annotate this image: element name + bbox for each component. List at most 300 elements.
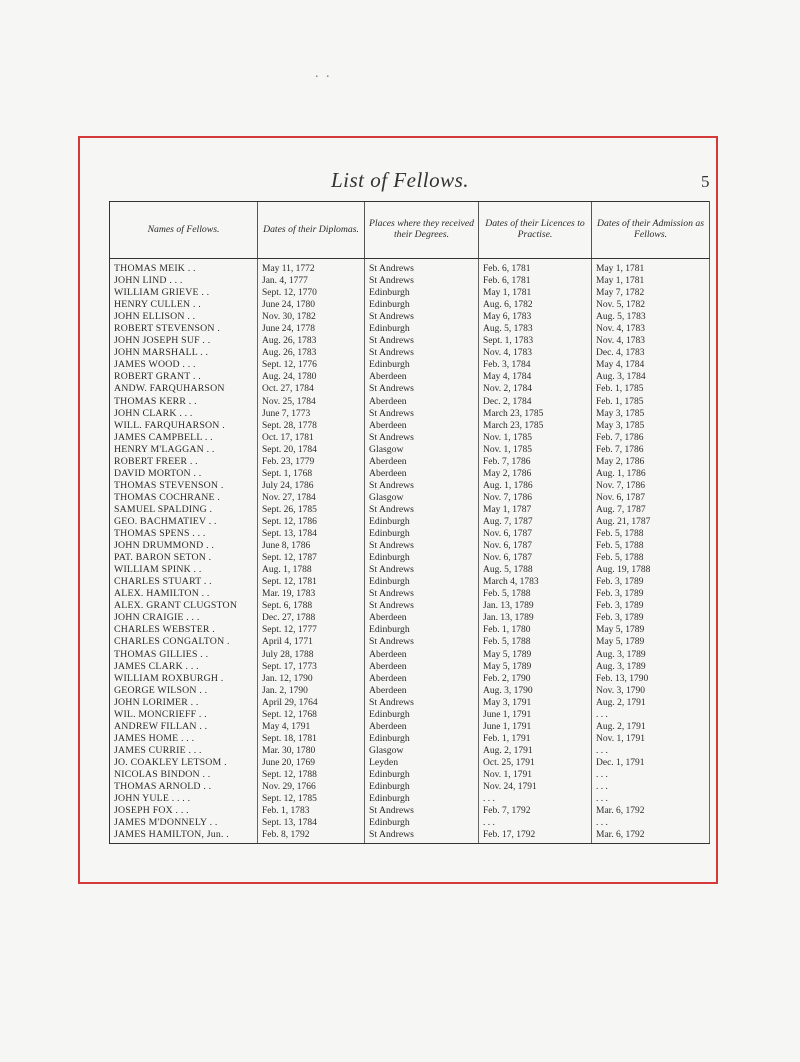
cell-admission-date: Nov. 4, 1783 — [592, 323, 710, 335]
cell-name: CHARLES CONGALTON . — [110, 636, 258, 648]
cell-licence-date: March 23, 1785 — [479, 420, 592, 432]
cell-licence-date: May 1, 1787 — [479, 504, 592, 516]
cell-degree-place: Edinburgh — [365, 793, 479, 805]
table-row — [110, 383, 710, 395]
cell-name: JAMES M'DONNELY . . — [110, 817, 258, 829]
cell-licence-date: Feb. 7, 1786 — [479, 456, 592, 468]
cell-licence-date: Nov. 1, 1785 — [479, 444, 592, 456]
cell-name: JAMES HOME . . . — [110, 733, 258, 745]
cell-degree-place: Aberdeen — [365, 685, 479, 697]
cell-degree-place: Edinburgh — [365, 516, 479, 528]
table-row — [110, 733, 710, 745]
cell-degree-place: St Andrews — [365, 480, 479, 492]
cell-diploma-date: Sept. 13, 1784 — [258, 528, 365, 540]
cell-degree-place: St Andrews — [365, 275, 479, 287]
fellows-table — [109, 201, 710, 844]
cell-licence-date: Nov. 6, 1787 — [479, 552, 592, 564]
cell-admission-date: Feb. 13, 1790 — [592, 673, 710, 685]
cell-diploma-date: Aug. 1, 1788 — [258, 564, 365, 576]
cell-licence-date: Feb. 6, 1781 — [479, 275, 592, 287]
table-header — [110, 202, 710, 259]
table-row — [110, 636, 710, 648]
cell-diploma-date: Sept. 18, 1781 — [258, 733, 365, 745]
cell-diploma-date: June 20, 1769 — [258, 757, 365, 769]
cell-licence-date: March 4, 1783 — [479, 576, 592, 588]
cell-degree-place: Edinburgh — [365, 817, 479, 829]
cell-name: THOMAS COCHRANE . — [110, 492, 258, 504]
cell-name: WILLIAM GRIEVE . . — [110, 287, 258, 299]
cell-admission-date: May 1, 1781 — [592, 275, 710, 287]
cell-name: ANDW. FARQUHARSON — [110, 383, 258, 395]
cell-name: JOHN DRUMMOND . . — [110, 540, 258, 552]
table-row — [110, 359, 710, 371]
cell-name: JOHN LORIMER . . — [110, 697, 258, 709]
cell-diploma-date: June 24, 1778 — [258, 323, 365, 335]
table-row — [110, 673, 710, 685]
table-row — [110, 661, 710, 673]
cell-admission-date: . . . — [592, 817, 710, 829]
cell-degree-place: Edinburgh — [365, 299, 479, 311]
page-title: List of Fellows. — [330, 168, 470, 192]
cell-degree-place: St Andrews — [365, 600, 479, 612]
cell-name: ALEX. HAMILTON . . — [110, 588, 258, 600]
cell-diploma-date: Feb. 23, 1779 — [258, 456, 365, 468]
cell-diploma-date: Feb. 8, 1792 — [258, 829, 365, 844]
cell-degree-place: Edinburgh — [365, 769, 479, 781]
cell-name: JOHN LIND . . . — [110, 275, 258, 287]
cell-admission-date: Dec. 1, 1791 — [592, 757, 710, 769]
cell-diploma-date: Sept. 12, 1770 — [258, 287, 365, 299]
table-row — [110, 805, 710, 817]
cell-licence-date: Feb. 1, 1791 — [479, 733, 592, 745]
header-names: Names of Fellows. — [110, 202, 258, 259]
cell-name: JAMES CURRIE . . . — [110, 745, 258, 757]
cell-admission-date: Feb. 1, 1785 — [592, 396, 710, 408]
header-degree-places: Places where they received their Degrees. — [365, 202, 479, 259]
table-row — [110, 600, 710, 612]
cell-name: THOMAS KERR . . — [110, 396, 258, 408]
cell-degree-place: Aberdeen — [365, 612, 479, 624]
cell-degree-place: Aberdeen — [365, 371, 479, 383]
cell-diploma-date: Sept. 12, 1768 — [258, 709, 365, 721]
header-licence-dates: Dates of their Licences to Practise. — [479, 202, 592, 259]
cell-admission-date: May 3, 1785 — [592, 408, 710, 420]
table-body — [110, 259, 710, 844]
table-row — [110, 781, 710, 793]
cell-diploma-date: Sept. 12, 1777 — [258, 624, 365, 636]
cell-licence-date: May 3, 1791 — [479, 697, 592, 709]
cell-degree-place: Glasgow — [365, 444, 479, 456]
cell-licence-date: May 5, 1789 — [479, 661, 592, 673]
table-row — [110, 624, 710, 636]
stray-dots: . . — [315, 66, 332, 81]
cell-name: DAVID MORTON . . — [110, 468, 258, 480]
cell-diploma-date: Sept. 6, 1788 — [258, 600, 365, 612]
table-row — [110, 420, 710, 432]
cell-name: ROBERT GRANT . . — [110, 371, 258, 383]
cell-name: WILLIAM SPINK . . — [110, 564, 258, 576]
cell-licence-date: Feb. 5, 1788 — [479, 588, 592, 600]
cell-licence-date: Jan. 13, 1789 — [479, 612, 592, 624]
cell-licence-date: May 1, 1781 — [479, 287, 592, 299]
table-row — [110, 757, 710, 769]
cell-admission-date: Aug. 1, 1786 — [592, 468, 710, 480]
cell-diploma-date: Dec. 27, 1788 — [258, 612, 365, 624]
cell-name: HENRY M'LAGGAN . . — [110, 444, 258, 456]
cell-licence-date: Aug. 3, 1790 — [479, 685, 592, 697]
cell-name: ANDREW FILLAN . . — [110, 721, 258, 733]
cell-name: THOMAS ARNOLD . . — [110, 781, 258, 793]
cell-diploma-date: April 4, 1771 — [258, 636, 365, 648]
table-row — [110, 492, 710, 504]
cell-licence-date: Oct. 25, 1791 — [479, 757, 592, 769]
cell-degree-place: Edinburgh — [365, 528, 479, 540]
cell-diploma-date: Sept. 12, 1787 — [258, 552, 365, 564]
cell-admission-date: . . . — [592, 745, 710, 757]
cell-licence-date: Feb. 3, 1784 — [479, 359, 592, 371]
cell-degree-place: Aberdeen — [365, 468, 479, 480]
cell-licence-date: May 2, 1786 — [479, 468, 592, 480]
cell-diploma-date: May 11, 1772 — [258, 259, 365, 276]
cell-name: THOMAS STEVENSON . — [110, 480, 258, 492]
cell-licence-date: May 6, 1783 — [479, 311, 592, 323]
header-row — [110, 202, 710, 259]
cell-admission-date: May 3, 1785 — [592, 420, 710, 432]
table-row — [110, 371, 710, 383]
cell-licence-date: Nov. 1, 1785 — [479, 432, 592, 444]
cell-name: CHARLES STUART . . — [110, 576, 258, 588]
cell-admission-date: Feb. 3, 1789 — [592, 576, 710, 588]
cell-degree-place: St Andrews — [365, 311, 479, 323]
cell-diploma-date: June 7, 1773 — [258, 408, 365, 420]
cell-licence-date: . . . — [479, 793, 592, 805]
cell-diploma-date: Mar. 19, 1783 — [258, 588, 365, 600]
table-row — [110, 528, 710, 540]
fellows-table-container — [109, 201, 709, 844]
cell-diploma-date: April 29, 1764 — [258, 697, 365, 709]
cell-licence-date: Sept. 1, 1783 — [479, 335, 592, 347]
cell-diploma-date: Sept. 12, 1776 — [258, 359, 365, 371]
cell-admission-date: Feb. 3, 1789 — [592, 612, 710, 624]
cell-degree-place: Aberdeen — [365, 673, 479, 685]
cell-admission-date: . . . — [592, 769, 710, 781]
cell-name: JOHN JOSEPH SUF . . — [110, 335, 258, 347]
cell-licence-date: Aug. 7, 1787 — [479, 516, 592, 528]
cell-name: JOHN YULE . . . . — [110, 793, 258, 805]
table-row — [110, 323, 710, 335]
cell-diploma-date: Sept. 26, 1785 — [258, 504, 365, 516]
cell-name: CHARLES WEBSTER . — [110, 624, 258, 636]
cell-diploma-date: May 4, 1791 — [258, 721, 365, 733]
table-row — [110, 649, 710, 661]
table-row — [110, 259, 710, 276]
cell-degree-place: Edinburgh — [365, 359, 479, 371]
cell-licence-date: Aug. 5, 1788 — [479, 564, 592, 576]
cell-diploma-date: Sept. 28, 1778 — [258, 420, 365, 432]
table-row — [110, 721, 710, 733]
cell-admission-date: Aug. 3, 1789 — [592, 649, 710, 661]
cell-admission-date: Mar. 6, 1792 — [592, 805, 710, 817]
table-row — [110, 335, 710, 347]
cell-degree-place: St Andrews — [365, 335, 479, 347]
cell-degree-place: Glasgow — [365, 745, 479, 757]
cell-name: WILLIAM ROXBURGH . — [110, 673, 258, 685]
cell-name: JOHN MARSHALL . . — [110, 347, 258, 359]
cell-admission-date: Aug. 3, 1789 — [592, 661, 710, 673]
table-row — [110, 275, 710, 287]
cell-name: JOHN CRAIGIE . . . — [110, 612, 258, 624]
cell-diploma-date: Nov. 25, 1784 — [258, 396, 365, 408]
table-row — [110, 576, 710, 588]
cell-degree-place: Edinburgh — [365, 709, 479, 721]
cell-name: THOMAS GILLIES . . — [110, 649, 258, 661]
table-row — [110, 612, 710, 624]
cell-admission-date: Dec. 4, 1783 — [592, 347, 710, 359]
table-row — [110, 396, 710, 408]
cell-licence-date: May 5, 1789 — [479, 649, 592, 661]
cell-degree-place: Edinburgh — [365, 781, 479, 793]
cell-name: GEORGE WILSON . . — [110, 685, 258, 697]
cell-degree-place: Edinburgh — [365, 287, 479, 299]
table-row — [110, 829, 710, 844]
cell-diploma-date: Jan. 2, 1790 — [258, 685, 365, 697]
cell-name: SAMUEL SPALDING . — [110, 504, 258, 516]
cell-diploma-date: Mar. 30, 1780 — [258, 745, 365, 757]
cell-diploma-date: Nov. 27, 1784 — [258, 492, 365, 504]
cell-name: HENRY CULLEN . . — [110, 299, 258, 311]
cell-degree-place: Glasgow — [365, 492, 479, 504]
cell-admission-date: May 7, 1782 — [592, 287, 710, 299]
cell-diploma-date: June 24, 1780 — [258, 299, 365, 311]
table-row — [110, 432, 710, 444]
cell-name: JOHN ELLISON . . — [110, 311, 258, 323]
cell-degree-place: Aberdeen — [365, 661, 479, 673]
table-row — [110, 817, 710, 829]
cell-degree-place: Aberdeen — [365, 721, 479, 733]
cell-admission-date: Aug. 5, 1783 — [592, 311, 710, 323]
cell-admission-date: Feb. 5, 1788 — [592, 540, 710, 552]
cell-diploma-date: Sept. 12, 1785 — [258, 793, 365, 805]
cell-name: NICOLAS BINDON . . — [110, 769, 258, 781]
table-row — [110, 408, 710, 420]
cell-admission-date: Feb. 1, 1785 — [592, 383, 710, 395]
cell-admission-date: Aug. 2, 1791 — [592, 721, 710, 733]
cell-licence-date: March 23, 1785 — [479, 408, 592, 420]
cell-licence-date: Nov. 1, 1791 — [479, 769, 592, 781]
cell-admission-date: Nov. 6, 1787 — [592, 492, 710, 504]
cell-diploma-date: Nov. 30, 1782 — [258, 311, 365, 323]
cell-admission-date: Nov. 7, 1786 — [592, 480, 710, 492]
cell-degree-place: Edinburgh — [365, 624, 479, 636]
cell-admission-date: Feb. 5, 1788 — [592, 528, 710, 540]
cell-diploma-date: Aug. 26, 1783 — [258, 347, 365, 359]
cell-name: JO. COAKLEY LETSOM . — [110, 757, 258, 769]
cell-admission-date: Nov. 5, 1782 — [592, 299, 710, 311]
cell-degree-place: Edinburgh — [365, 323, 479, 335]
cell-diploma-date: Sept. 13, 1784 — [258, 817, 365, 829]
cell-licence-date: Nov. 24, 1791 — [479, 781, 592, 793]
cell-diploma-date: Aug. 26, 1783 — [258, 335, 365, 347]
cell-admission-date: Aug. 2, 1791 — [592, 697, 710, 709]
table-row — [110, 468, 710, 480]
cell-degree-place: St Andrews — [365, 588, 479, 600]
cell-licence-date: Jan. 13, 1789 — [479, 600, 592, 612]
cell-degree-place: Edinburgh — [365, 576, 479, 588]
table-row — [110, 540, 710, 552]
cell-licence-date: June 1, 1791 — [479, 709, 592, 721]
cell-admission-date: Aug. 7, 1787 — [592, 504, 710, 516]
cell-degree-place: St Andrews — [365, 540, 479, 552]
cell-admission-date: May 2, 1786 — [592, 456, 710, 468]
table-row — [110, 480, 710, 492]
cell-admission-date: Feb. 7, 1786 — [592, 444, 710, 456]
cell-name: JOSEPH FOX . . . — [110, 805, 258, 817]
table-row — [110, 444, 710, 456]
cell-admission-date: May 5, 1789 — [592, 636, 710, 648]
cell-licence-date: Feb. 1, 1780 — [479, 624, 592, 636]
cell-admission-date: Aug. 21, 1787 — [592, 516, 710, 528]
cell-diploma-date: Jan. 4, 1777 — [258, 275, 365, 287]
table-row — [110, 745, 710, 757]
cell-diploma-date: June 8, 1786 — [258, 540, 365, 552]
cell-diploma-date: Oct. 27, 1784 — [258, 383, 365, 395]
cell-licence-date: May 4, 1784 — [479, 371, 592, 383]
cell-diploma-date: Sept. 12, 1781 — [258, 576, 365, 588]
cell-admission-date: Feb. 3, 1789 — [592, 588, 710, 600]
table-row — [110, 588, 710, 600]
cell-admission-date: Feb. 7, 1786 — [592, 432, 710, 444]
cell-admission-date: Aug. 19, 1788 — [592, 564, 710, 576]
cell-degree-place: St Andrews — [365, 259, 479, 276]
cell-admission-date: . . . — [592, 781, 710, 793]
cell-diploma-date: July 24, 1786 — [258, 480, 365, 492]
table-row — [110, 564, 710, 576]
table-row — [110, 709, 710, 721]
cell-name: ROBERT STEVENSON . — [110, 323, 258, 335]
table-row — [110, 311, 710, 323]
cell-admission-date: May 5, 1789 — [592, 624, 710, 636]
cell-admission-date: Mar. 6, 1792 — [592, 829, 710, 844]
cell-licence-date: Aug. 1, 1786 — [479, 480, 592, 492]
cell-degree-place: St Andrews — [365, 408, 479, 420]
cell-admission-date: May 4, 1784 — [592, 359, 710, 371]
cell-degree-place: St Andrews — [365, 347, 479, 359]
cell-admission-date: Nov. 1, 1791 — [592, 733, 710, 745]
cell-diploma-date: Sept. 17, 1773 — [258, 661, 365, 673]
cell-licence-date: Aug. 5, 1783 — [479, 323, 592, 335]
cell-degree-place: Aberdeen — [365, 649, 479, 661]
cell-diploma-date: Feb. 1, 1783 — [258, 805, 365, 817]
cell-diploma-date: Sept. 12, 1788 — [258, 769, 365, 781]
cell-name: JAMES CLARK . . . — [110, 661, 258, 673]
cell-diploma-date: Jan. 12, 1790 — [258, 673, 365, 685]
table-row — [110, 456, 710, 468]
cell-diploma-date: July 28, 1788 — [258, 649, 365, 661]
cell-licence-date: Feb. 5, 1788 — [479, 636, 592, 648]
cell-name: JAMES CAMPBELL . . — [110, 432, 258, 444]
cell-admission-date: May 1, 1781 — [592, 259, 710, 276]
cell-admission-date: . . . — [592, 709, 710, 721]
cell-degree-place: Edinburgh — [365, 552, 479, 564]
cell-licence-date: Nov. 2, 1784 — [479, 383, 592, 395]
cell-degree-place: St Andrews — [365, 636, 479, 648]
cell-diploma-date: Nov. 29, 1766 — [258, 781, 365, 793]
cell-licence-date: . . . — [479, 817, 592, 829]
cell-degree-place: Aberdeen — [365, 420, 479, 432]
table-row — [110, 769, 710, 781]
cell-licence-date: Nov. 6, 1787 — [479, 528, 592, 540]
cell-licence-date: Aug. 6, 1782 — [479, 299, 592, 311]
cell-degree-place: St Andrews — [365, 432, 479, 444]
cell-degree-place: Edinburgh — [365, 733, 479, 745]
table-row — [110, 516, 710, 528]
cell-admission-date: . . . — [592, 793, 710, 805]
cell-name: WILL. FARQUHARSON . — [110, 420, 258, 432]
table-row — [110, 685, 710, 697]
cell-diploma-date: Aug. 24, 1780 — [258, 371, 365, 383]
cell-degree-place: Leyden — [365, 757, 479, 769]
cell-licence-date: Dec. 2, 1784 — [479, 396, 592, 408]
cell-name: THOMAS MEIK . . — [110, 259, 258, 276]
cell-admission-date: Feb. 3, 1789 — [592, 600, 710, 612]
cell-licence-date: Nov. 6, 1787 — [479, 540, 592, 552]
cell-degree-place: St Andrews — [365, 805, 479, 817]
cell-degree-place: Aberdeen — [365, 396, 479, 408]
cell-degree-place: St Andrews — [365, 383, 479, 395]
cell-diploma-date: Sept. 12, 1786 — [258, 516, 365, 528]
cell-name: ALEX. GRANT CLUGSTON — [110, 600, 258, 612]
cell-licence-date: Nov. 7, 1786 — [479, 492, 592, 504]
cell-name: JAMES WOOD . . . — [110, 359, 258, 371]
table-row — [110, 287, 710, 299]
cell-name: GEO. BACHMATIEV . . — [110, 516, 258, 528]
cell-degree-place: St Andrews — [365, 697, 479, 709]
table-row — [110, 697, 710, 709]
table-row — [110, 347, 710, 359]
cell-degree-place: St Andrews — [365, 504, 479, 516]
cell-licence-date: Feb. 2, 1790 — [479, 673, 592, 685]
cell-admission-date: Nov. 4, 1783 — [592, 335, 710, 347]
header-diploma-dates: Dates of their Diplomas. — [258, 202, 365, 259]
cell-admission-date: Nov. 3, 1790 — [592, 685, 710, 697]
cell-name: ROBERT FREER . . — [110, 456, 258, 468]
table-row — [110, 504, 710, 516]
cell-licence-date: Feb. 6, 1781 — [479, 259, 592, 276]
header-admission-dates: Dates of their Admission as Fellows. — [592, 202, 710, 259]
cell-degree-place: Aberdeen — [365, 456, 479, 468]
cell-name: PAT. BARON SETON . — [110, 552, 258, 564]
cell-licence-date: Nov. 4, 1783 — [479, 347, 592, 359]
cell-admission-date: Feb. 5, 1788 — [592, 552, 710, 564]
table-row — [110, 793, 710, 805]
cell-name: THOMAS SPENS . . . — [110, 528, 258, 540]
cell-degree-place: St Andrews — [365, 829, 479, 844]
cell-degree-place: St Andrews — [365, 564, 479, 576]
cell-name: WIL. MONCRIEFF . . — [110, 709, 258, 721]
cell-diploma-date: Oct. 17, 1781 — [258, 432, 365, 444]
table-row — [110, 552, 710, 564]
page-number: 5 — [701, 172, 710, 191]
cell-name: JOHN CLARK . . . — [110, 408, 258, 420]
cell-name: JAMES HAMILTON, Jun. . — [110, 829, 258, 844]
cell-admission-date: Aug. 3, 1784 — [592, 371, 710, 383]
cell-licence-date: Feb. 7, 1792 — [479, 805, 592, 817]
cell-licence-date: Aug. 2, 1791 — [479, 745, 592, 757]
cell-diploma-date: Sept. 20, 1784 — [258, 444, 365, 456]
table-row — [110, 299, 710, 311]
cell-diploma-date: Sept. 1, 1768 — [258, 468, 365, 480]
cell-licence-date: June 1, 1791 — [479, 721, 592, 733]
